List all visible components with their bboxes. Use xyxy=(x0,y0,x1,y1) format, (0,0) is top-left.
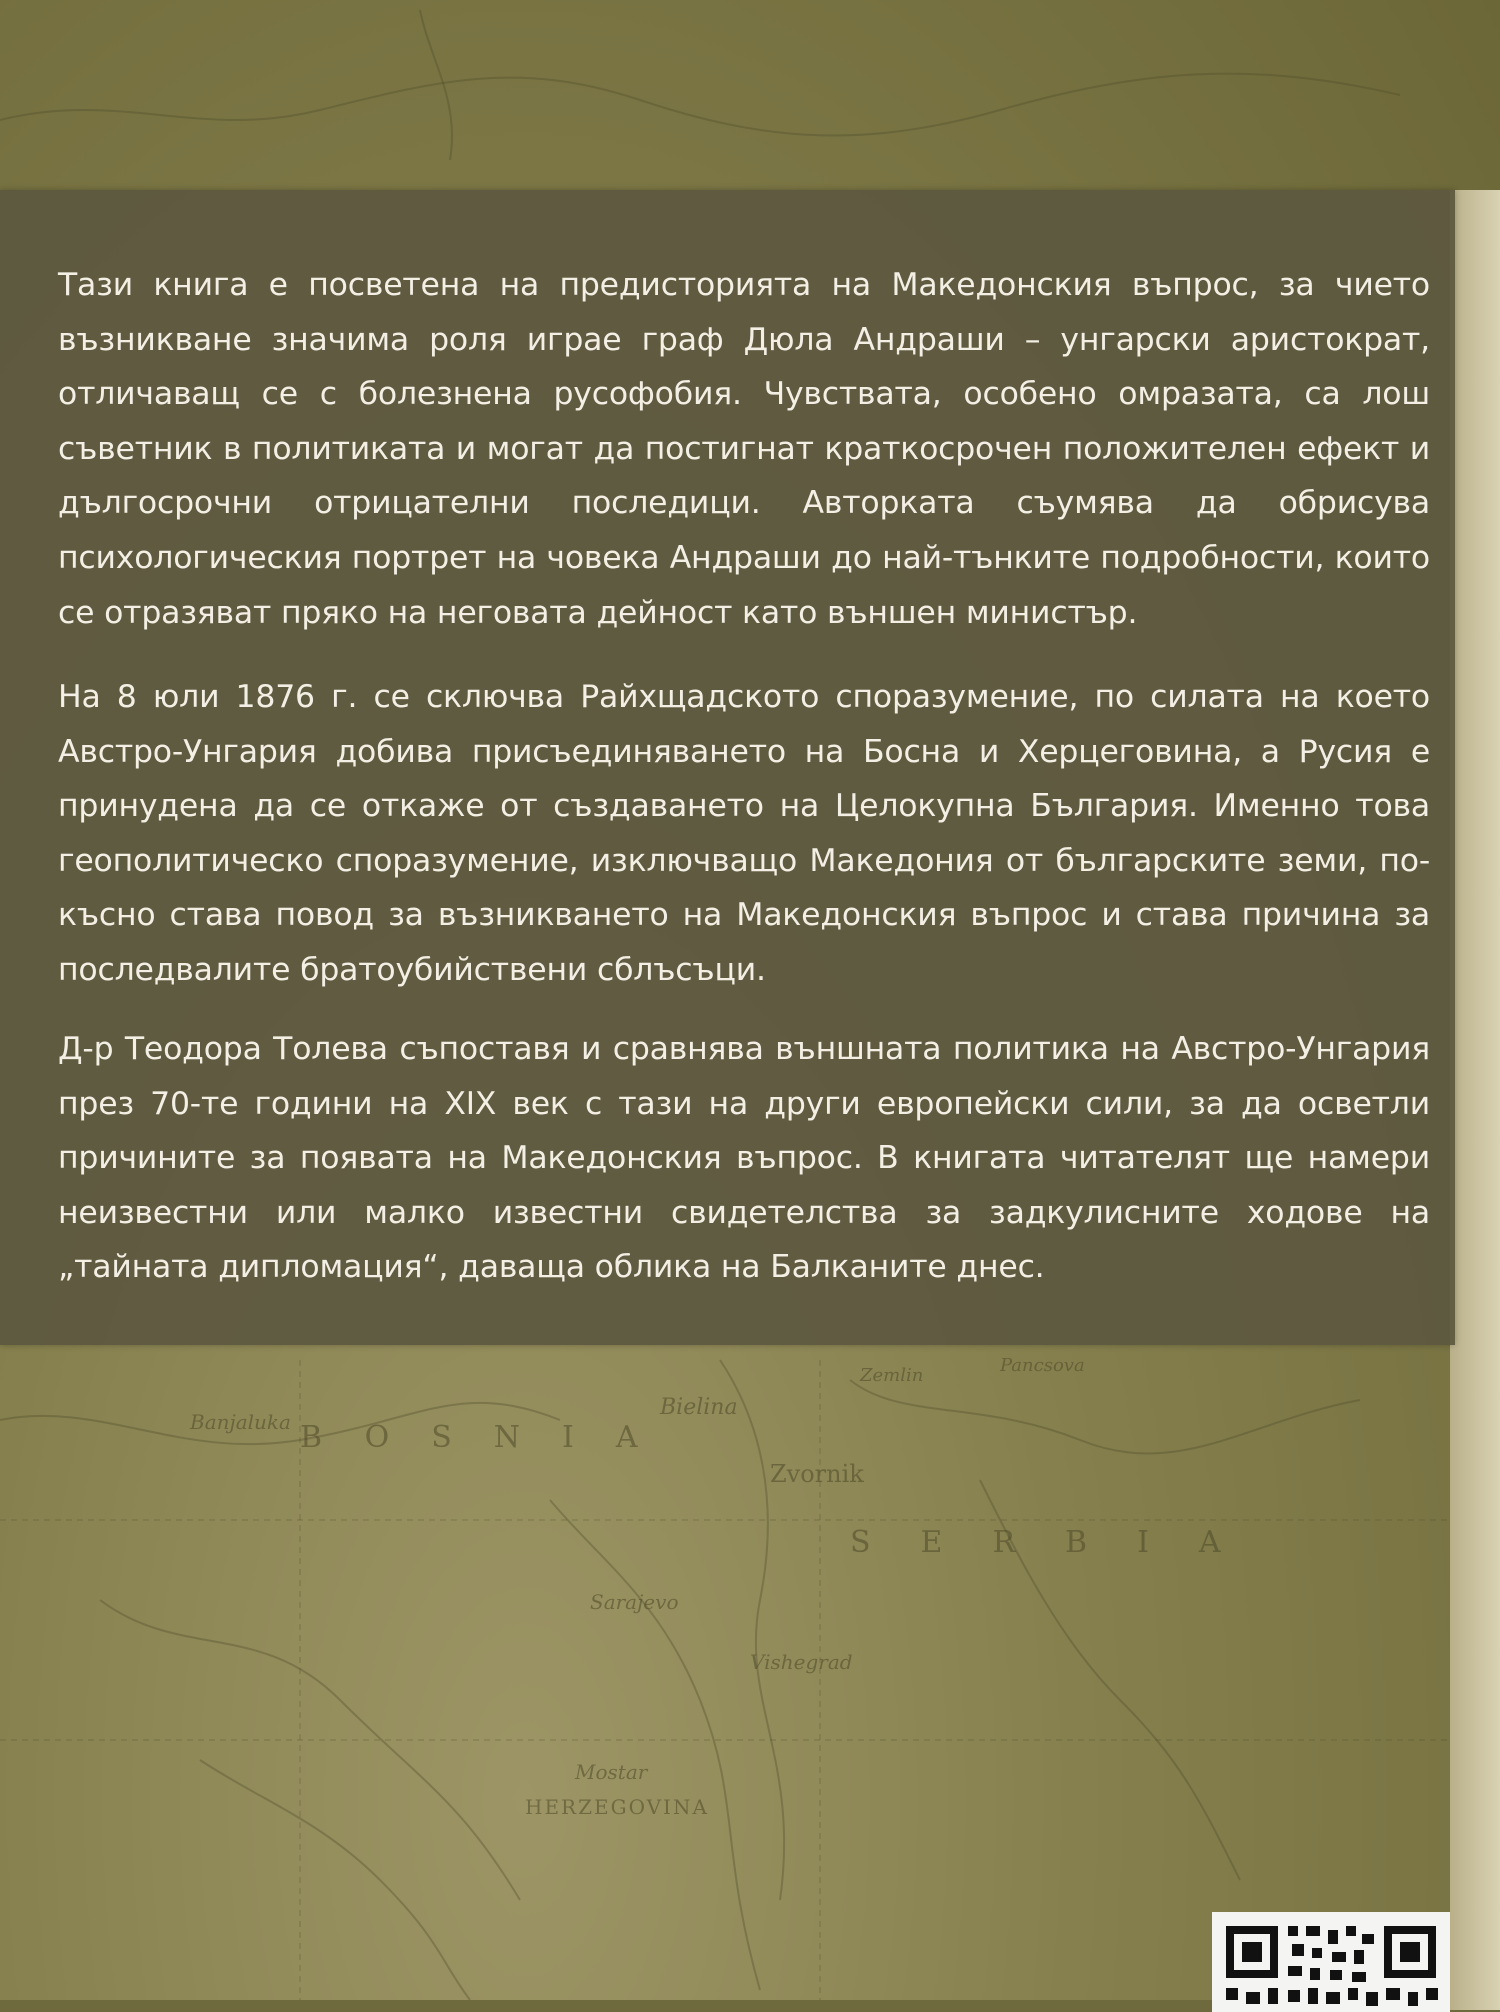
paragraph-3: Д-р Теодора Толева съпоставя и сравнява външната политика на Австро-Унгария през 70-те години на XIX век с тази на други европейски сили, за да осветли причините за появата на Македонския въпрос. В книгата читателят ще намери неизвестни или малко известни свидетелства за задкулисните ходове на „тайната дипломация“, даваща облика на Балканите днес. xyxy=(58,1031,1430,1286)
map-label-herzegovina: HERZEGOVINA xyxy=(525,1795,709,1819)
map-label-bosnia: BOSNIA xyxy=(300,1420,680,1455)
map-label-zemlin: Zemlin xyxy=(860,1365,924,1386)
map-label-vishegrad: Vishegrad xyxy=(750,1650,853,1674)
paragraph-2: На 8 юли 1876 г. се сключва Райхщадското споразумение, по силата на което Австро-Унгария добива присъединяването на Босна и Херцеговина, а Русия е принудена да се откаже от създаването на Целокупна България. Именно това геополитическо споразумение, изключващо Македония от българските земи, по-късно става повод за възникването на Македонския въпрос и става причина за последвалите братоубийствени сблъсъци. xyxy=(58,679,1430,988)
map-label-banjaluka: Banjaluka xyxy=(190,1410,291,1434)
right-edge-strip xyxy=(1450,190,1500,2010)
map-label-mostar: Mostar xyxy=(575,1760,648,1784)
description-panel xyxy=(0,190,1455,1345)
paragraph-1: Тази книга е посветена на предисторията на Македонския въпрос, за чието възникване значима роля играе граф Дюла Андраши – унгарски аристократ, отличаващ се с болезнена русофобия. Чувствата, особено омразата, са лош съветник в политиката и могат да постигнат краткосрочен положителен ефект и дългосрочни отрицателни последици. Авторката съумява да обрисува психологическия портрет на човека Андраши до най-тънките подробности, които се отразяват пряко на неговата дейност като външен министър. xyxy=(58,267,1430,631)
qr-code xyxy=(1212,1912,1450,2012)
map-label-pancsova: Pancsova xyxy=(1000,1355,1085,1376)
map-label-bielina: Bielina xyxy=(660,1395,738,1420)
map-label-zvornik: Zvornik xyxy=(770,1460,864,1488)
map-label-serbia: SERBIA xyxy=(850,1525,1271,1560)
map-label-sarajevo: Sarajevo xyxy=(590,1590,679,1614)
